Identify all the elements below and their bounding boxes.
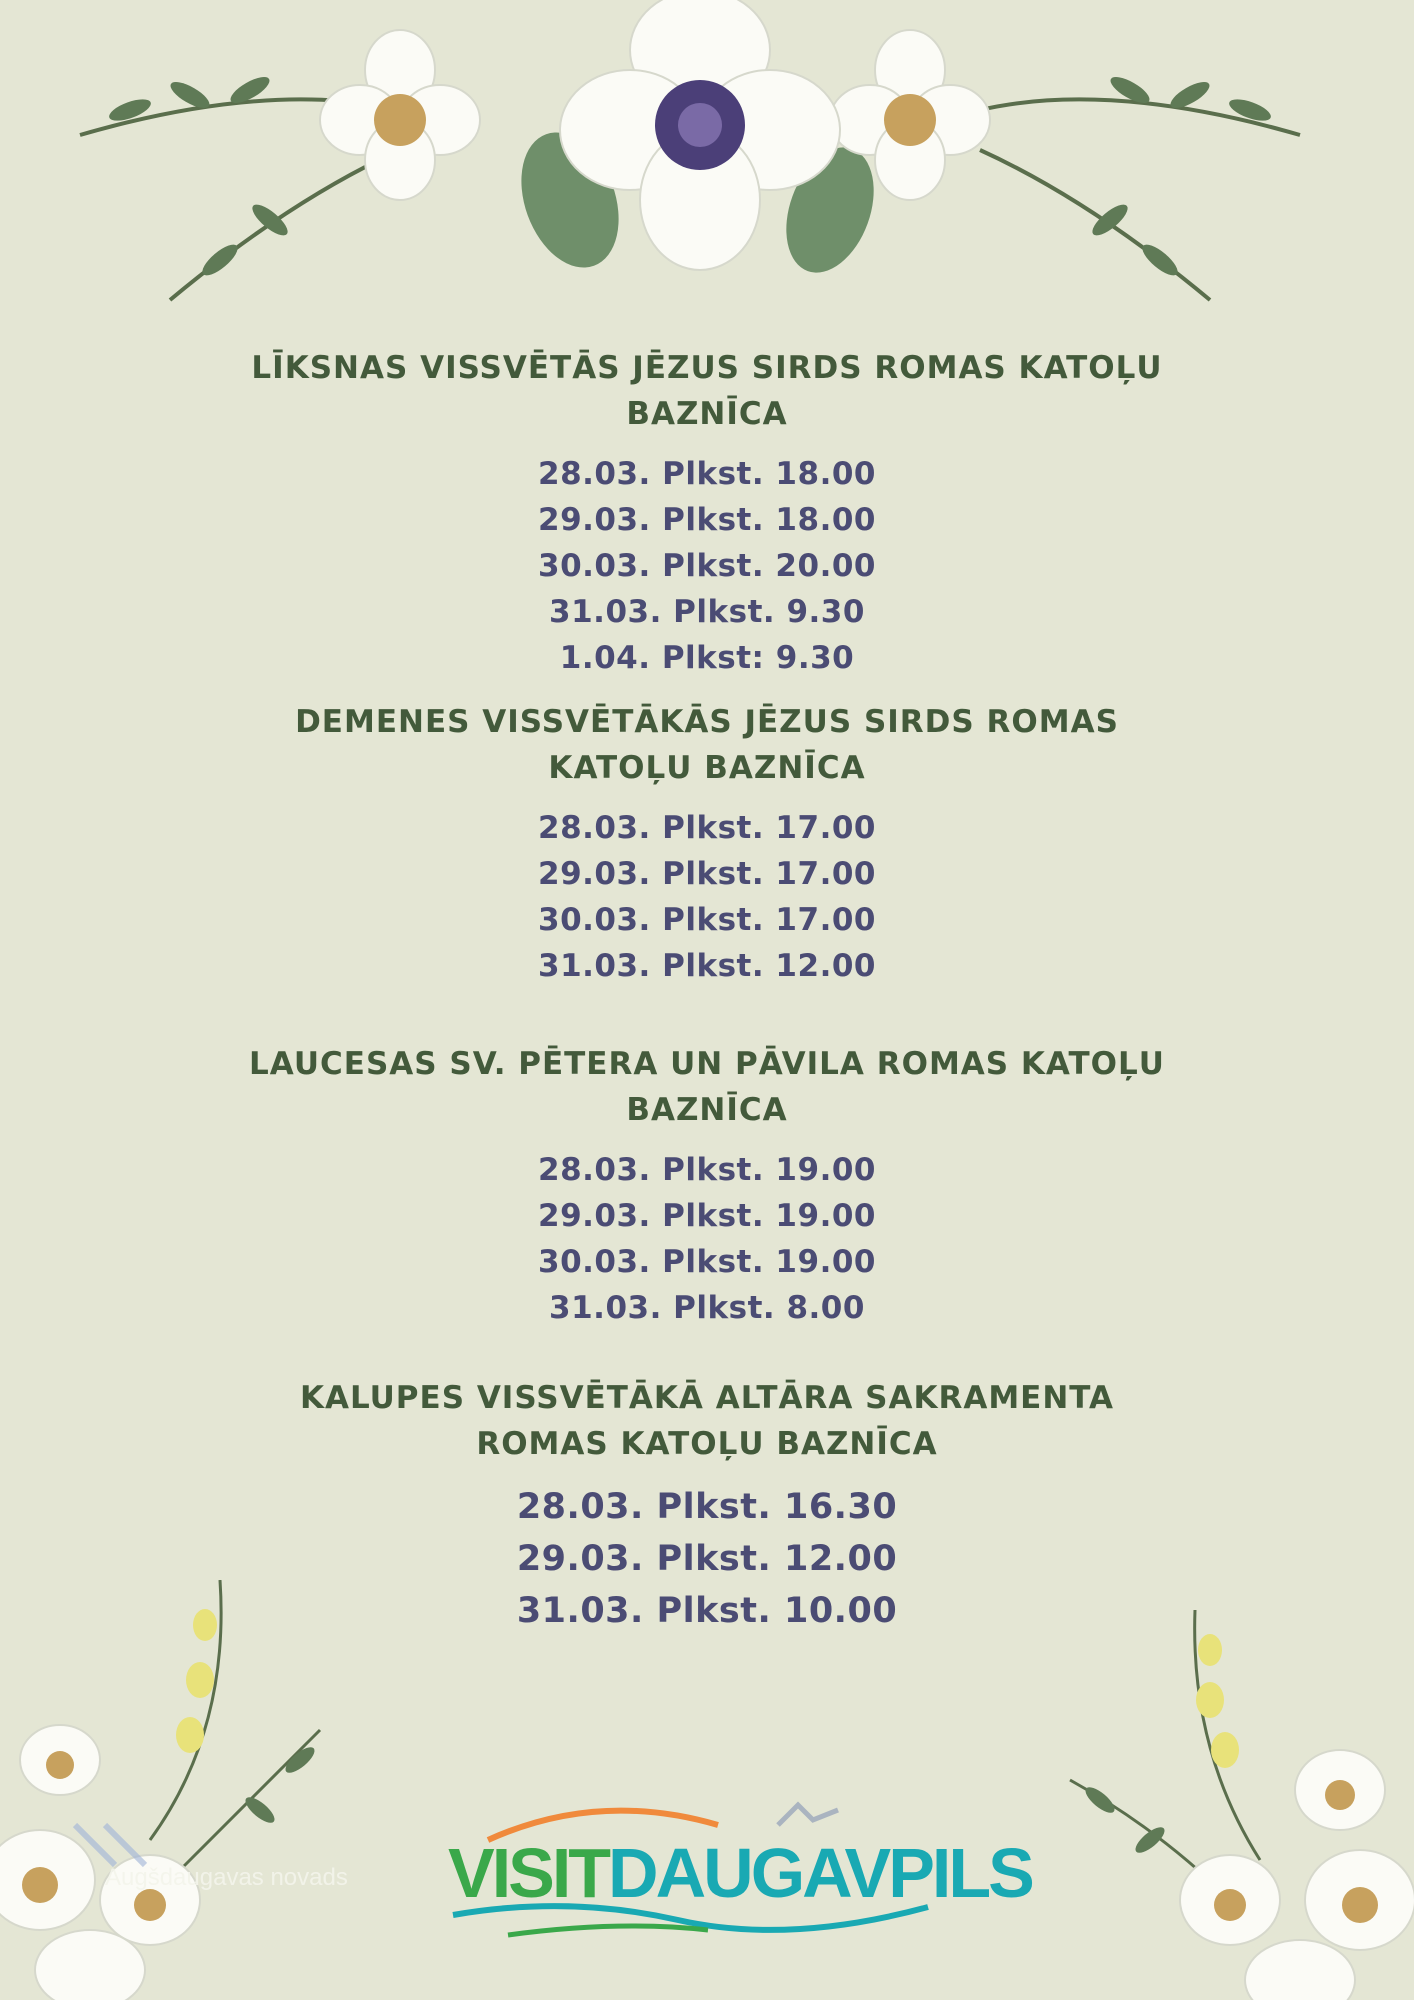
service-time: 29.03. Plkst. 19.00: [538, 1198, 876, 1234]
service-time: 31.03. Plkst. 8.00: [549, 1290, 865, 1326]
top-floral-decoration: [70, 0, 1310, 330]
logo-text-daugavpils: DAUGAVPILS: [608, 1834, 1032, 1912]
service-time: 30.03. Plkst. 20.00: [538, 548, 876, 584]
service-time: 31.03. Plkst. 12.00: [538, 948, 876, 984]
service-time: 29.03. Plkst. 17.00: [538, 856, 876, 892]
logo-text: [448, 1833, 1032, 1913]
church-title: DEMENES VISSVĒTĀKĀS JĒZUS SIRDS ROMAS KATOĻU BAZNĪCA: [295, 704, 1119, 786]
logo-text-visit: VISIT: [448, 1834, 609, 1912]
service-times: [237, 805, 1177, 989]
service-times: [237, 1147, 1177, 1331]
schedule-content: [0, 345, 1414, 1637]
service-time: 28.03. Plkst. 16.30: [516, 1487, 898, 1527]
church-section: [237, 1041, 1177, 1331]
service-time: 30.03. Plkst. 17.00: [538, 902, 876, 938]
service-time: 29.03. Plkst. 18.00: [538, 502, 876, 538]
service-time: 31.03. Plkst. 10.00: [516, 1591, 898, 1631]
church-section: [237, 345, 1177, 681]
church-title: KALUPES VISSVĒTĀKĀ ALTĀRA SAKRAMENTA ROMAS KATOĻU BAZNĪCA: [299, 1380, 1115, 1462]
church-section: [237, 699, 1177, 989]
service-time: 1.04. Plkst: 9.30: [559, 640, 855, 676]
service-time: 29.03. Plkst. 12.00: [516, 1539, 898, 1579]
service-times: [237, 451, 1177, 681]
church-title: LĪKSNAS VISSVĒTĀS JĒZUS SIRDS ROMAS KATOĻU BAZNĪCA: [251, 350, 1163, 432]
service-time: 28.03. Plkst. 18.00: [538, 456, 876, 492]
bottom-right-floral-decoration: [1060, 1600, 1414, 2000]
church-title: LAUCESAS SV. PĒTERA UN PĀVILA ROMAS KATOĻU BAZNĪCA: [249, 1046, 1165, 1128]
service-time: 31.03. Plkst. 9.30: [549, 594, 865, 630]
bottom-left-floral-decoration: [0, 1580, 380, 2000]
service-time: 28.03. Plkst. 19.00: [538, 1152, 876, 1188]
service-time: 28.03. Plkst. 17.00: [538, 810, 876, 846]
region-label: Augšdaugavas novads: [105, 1864, 348, 1891]
visitdaugavpils-logo[interactable]: [448, 1795, 1032, 1945]
service-time: 30.03. Plkst. 19.00: [538, 1244, 876, 1280]
